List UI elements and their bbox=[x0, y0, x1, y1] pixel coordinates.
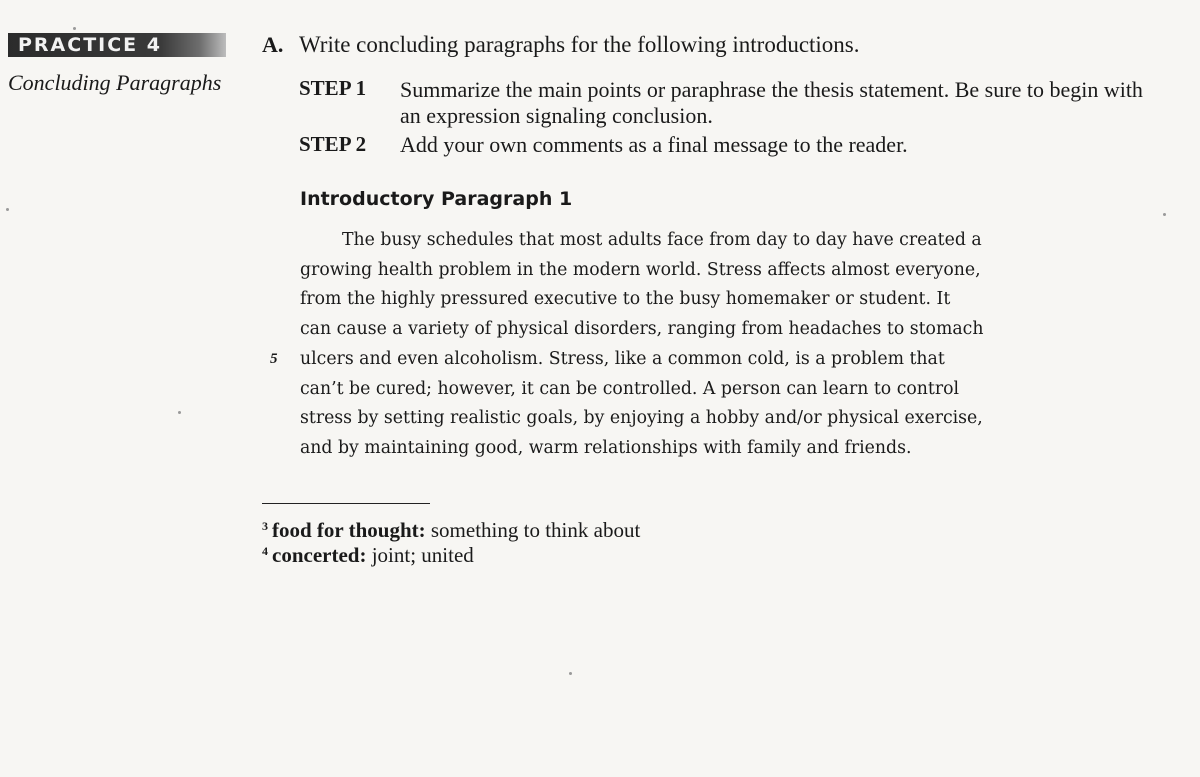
intro-paragraph bbox=[300, 226, 1160, 464]
paragraph-line: ulcers and even alcoholism. Stress, like a common cold, is a problem that bbox=[300, 348, 945, 369]
scan-speck bbox=[569, 672, 572, 675]
paragraph-line: and by maintaining good, warm relationships with family and friends. bbox=[300, 437, 912, 458]
footnote-definition: something to think about bbox=[430, 518, 641, 542]
paragraph-line: can cause a variety of physical disorders, ranging from headaches to stomach bbox=[300, 319, 984, 340]
practice-badge: PRACTICE 4 bbox=[8, 33, 226, 57]
footnote-divider bbox=[262, 503, 430, 504]
exercise-instruction: Write concluding paragraphs for the following introductions. bbox=[299, 32, 860, 57]
scan-speck bbox=[73, 27, 76, 30]
footnote-definition: joint; united bbox=[371, 543, 474, 567]
footnote-term: concerted: bbox=[272, 543, 367, 567]
footnote-4 bbox=[262, 543, 474, 568]
paragraph-line: stress by setting realistic goals, by enjoying a hobby and/or physical exercise, bbox=[300, 408, 983, 429]
scan-speck bbox=[1163, 213, 1166, 216]
step-1-label: STEP 1 bbox=[299, 76, 367, 100]
exercise-letter: A. bbox=[262, 32, 284, 57]
step-2-text: Add your own comments as a final message to the reader. bbox=[400, 132, 908, 157]
line-number-marker: 5 bbox=[270, 351, 278, 367]
paragraph-line: from the highly pressured executive to the busy homemaker or student. It bbox=[300, 289, 951, 310]
paragraph-line: growing health problem in the modern world. Stress affects almost everyone, bbox=[300, 259, 981, 280]
footnote-number: 4 bbox=[262, 544, 268, 558]
paragraph-line: can’t be cured; however, it can be controlled. A person can learn to control bbox=[300, 378, 960, 399]
scan-speck bbox=[6, 208, 9, 211]
footnote-term: food for thought: bbox=[272, 518, 426, 542]
section-subtitle: Concluding Paragraphs bbox=[8, 70, 222, 95]
scan-speck bbox=[178, 411, 181, 414]
intro-paragraph-heading: Introductory Paragraph 1 bbox=[300, 188, 573, 210]
step-2-label: STEP 2 bbox=[299, 132, 367, 156]
footnote-number: 3 bbox=[262, 519, 268, 533]
paragraph-line: The busy schedules that most adults face from day to day have created a bbox=[342, 230, 982, 250]
footnote-3 bbox=[262, 518, 640, 543]
step-1-text: Summarize the main points or paraphrase the thesis statement. Be sure to begin with an expression signaling conclusion. bbox=[400, 77, 1143, 128]
